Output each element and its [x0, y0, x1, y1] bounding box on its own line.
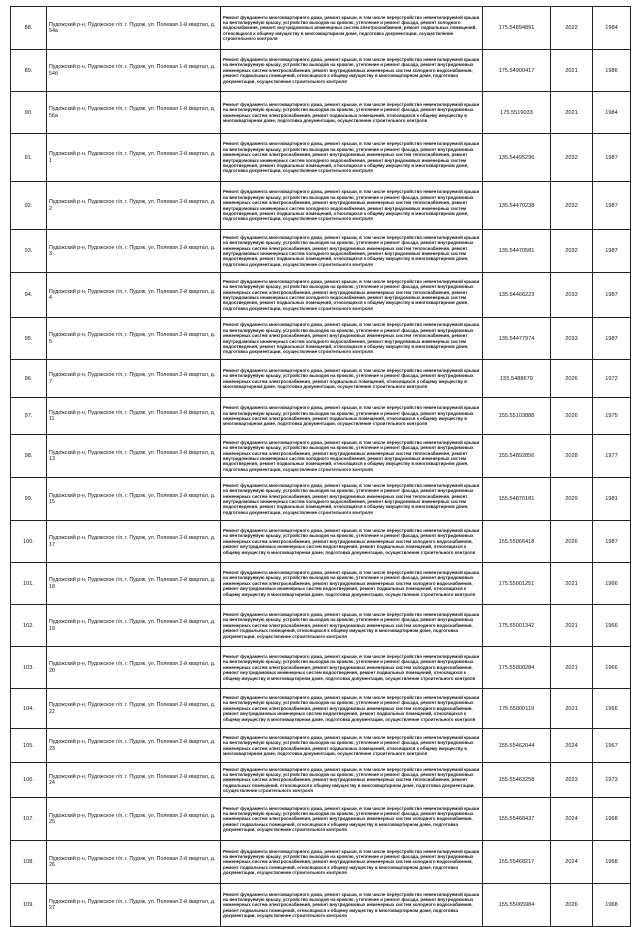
table-row: [11, 360, 631, 398]
row-number: 89.: [11, 50, 47, 92]
table-row: [11, 605, 631, 647]
cost-cell: 155.55103888: [483, 398, 551, 435]
build-year-cell: 1977: [593, 435, 631, 478]
cost-cell: 175.5519033: [483, 92, 551, 134]
address-cell: Пудожский р-н, Пудожское г/п, г. Пудож, ул. Полевая 2-й квартал, д. 3: [47, 230, 221, 273]
build-year-cell: 1966: [593, 689, 631, 729]
row-number: 101.: [11, 563, 47, 605]
build-year-cell: 1986: [593, 50, 631, 92]
planned-year-cell: 2028: [551, 435, 593, 478]
cost-cell: 155.55463258: [483, 763, 551, 798]
cost-cell: 155.55468437: [483, 798, 551, 841]
row-number: 92.: [11, 182, 47, 230]
work-description-cell: Ремонт фундамента многоквартирного дома, ремонт крыши, в том числе переустройство невентилируемой крыши на вентилируемую крышу, устройство выходов на кровлю, утепление и ремонт фасада, ремонт внутридомовых инженерных систем электроснабжения, ремонт внутридомовых инженерных систем теплоснабжения, ремонт внутридомовых инженерных систем холодного водоснабжения, ремонт внутридомовых инженерных систем водоотведения, ремонт подвальных помещений, относящихся к общему имуществу в многоквартирном доме, подготовка документации, осуществление строительного контроля: [221, 435, 483, 478]
address-cell: Пудожский р-н, Пудожское г/п, г. Пудож, ул. Полевая 2-й квартал, д. 1: [47, 134, 221, 182]
work-description-cell: Ремонт фундамента многоквартирного дома, ремонт крыши, в том числе переустройство невентилируемой крыши на вентилируемую крышу, устройство выходов на кровлю, утепление и ремонт фасада, ремонт внутридомовых инженерных систем электроснабжения, ремонт внутридомовых инженерных систем теплоснабжения, ремонт внутридомовых инженерных систем холодного водоснабжения, ремонт внутридомовых инженерных систем водоотведения, ремонт подвальных помещений, относящихся к общему имуществу в многоквартирном доме, подготовка документации, осуществление строительного контроля: [221, 478, 483, 521]
planned-year-cell: 2029: [551, 478, 593, 521]
row-number: 102.: [11, 605, 47, 647]
planned-year-cell: 2032: [551, 182, 593, 230]
table-row: [11, 435, 631, 478]
planned-year-cell: 2026: [551, 521, 593, 563]
build-year-cell: 1973: [593, 763, 631, 798]
build-year-cell: 1966: [593, 647, 631, 689]
work-description-cell: Ремонт фундамента многоквартирного дома, ремонт крыши, в том числе переустройство невентилируемой крыши на вентилируемую крышу, устройство выходов на кровлю, утепление и ремонт фасада, ремонт внутридомовых инженерных систем электроснабжения, ремонт внутридомовых инженерных систем холодного водоснабжения, ремонт подвальных помещений, относящихся к общему имуществу в многоквартирном доме, подготовка документации, осуществление строительного контроля: [221, 605, 483, 647]
table-row: [11, 398, 631, 435]
address-cell: Пудожский р-н, Пудожское г/п, г. Пудож, ул. Полевая 2-й квартал, д. 18: [47, 563, 221, 605]
table-row: [11, 230, 631, 273]
planned-year-cell: 2032: [551, 230, 593, 273]
cost-cell: 135.54495296: [483, 134, 551, 182]
address-cell: Пудожский р-н, Пудожское г/п, г. Пудож, ул. Полевая 1-й квартал, д. 54б: [47, 50, 221, 92]
table-body: [11, 7, 631, 927]
cost-cell: 175.55000284: [483, 647, 551, 689]
cost-cell: 175.55001342: [483, 605, 551, 647]
table-row: [11, 689, 631, 729]
row-number: 98.: [11, 435, 47, 478]
build-year-cell: 1981: [593, 478, 631, 521]
planned-year-cell: 2026: [551, 398, 593, 435]
address-cell: Пудожский р-н, Пудожское г/п, г. Пудож, ул. Полевая 2-й квартал, д. 24: [47, 763, 221, 798]
row-number: 108.: [11, 841, 47, 884]
build-year-cell: 1972: [593, 360, 631, 398]
planned-year-cell: 2021: [551, 689, 593, 729]
row-number: 104.: [11, 689, 47, 729]
address-cell: Пудожский р-н, Пудожское г/п, г. Пудож, ул. Полевая 2-й квартал, д. 15: [47, 478, 221, 521]
work-description-cell: Ремонт фундамента многоквартирного дома, ремонт крыши, в том числе переустройство невентилируемой крыши на вентилируемую крышу, устройство выходов на кровлю, утепление и ремонт фасада, ремонт внутридомовых инженерных систем электроснабжения, ремонт подвальных помещений, относящихся к общему имуществу в многоквартирном доме, подготовка документации, осуществление строительного контроля: [221, 360, 483, 398]
planned-year-cell: 2033: [551, 318, 593, 360]
address-cell: Пудожский р-н, Пудожское г/п, г. Пудож, ул. Полевая 2-й квартал, д. 22: [47, 689, 221, 729]
row-number: 109.: [11, 884, 47, 927]
address-cell: Пудожский р-н, Пудожское г/п, г. Пудож, ул. Полевая 2-й квартал, д. 27: [47, 884, 221, 927]
row-number: 100.: [11, 521, 47, 563]
build-year-cell: 1987: [593, 182, 631, 230]
planned-year-cell: 2023: [551, 763, 593, 798]
build-year-cell: 1987: [593, 273, 631, 318]
work-description-cell: Ремонт фундамента многоквартирного дома, ремонт крыши, в том числе переустройство невентилируемой крыши на вентилируемую крышу, устройство выходов на кровлю, утепление и ремонт фасада, ремонт внутридомовых инженерных систем электроснабжения, ремонт внутридомовых инженерных систем холодного водоснабжения, ремонт подвальных помещений, относящихся к общему имуществу в многоквартирном доме, подготовка документации, осуществление строительного контроля: [221, 798, 483, 841]
address-cell: Пудожский р-н, Пудожское г/п, г. Пудож, ул. Полевая 1-й квартал, д. 54а: [47, 7, 221, 50]
build-year-cell: 1975: [593, 398, 631, 435]
work-description-cell: Ремонт фундамента многоквартирного дома, ремонт крыши, в том числе переустройство невентилируемой крыши на вентилируемую крышу, устройство выходов на кровлю, утепление и ремонт фасада, ремонт внутридомовых инженерных систем электроснабжения, ремонт внутридомовых инженерных систем теплоснабжения, ремонт внутридомовых инженерных систем холодного водоснабжения, ремонт внутридомовых инженерных систем водоотведения, ремонт подвальных помещений, относящихся к общему имуществу в многоквартирном доме, подготовка документации, осуществление строительного контроля: [221, 134, 483, 182]
work-description-cell: Ремонт фундамента многоквартирного дома, ремонт крыши, в том числе переустройство невентилируемой крыши на вентилируемую крышу, устройство выходов на кровлю, утепление и ремонт фасада, ремонт внутридомовых инженерных систем электроснабжения, ремонт подвальных помещений, относящихся к общему имуществу в многоквартирном доме, подготовка документации, осуществление строительного контроля: [221, 729, 483, 763]
table-row: [11, 50, 631, 92]
row-number: 96.: [11, 360, 47, 398]
address-cell: Пудожский р-н, Пудожское г/п, г. Пудож, ул. Полевая 2-й квартал, д. 25: [47, 798, 221, 841]
planned-year-cell: 2026: [551, 884, 593, 927]
repair-program-table: [10, 6, 631, 927]
address-cell: Пудожский р-н, Пудожское г/п, г. Пудож, ул. Полевая 2-й квартал, д. 4: [47, 273, 221, 318]
table-row: [11, 647, 631, 689]
table-row: [11, 729, 631, 763]
address-cell: Пудожский р-н, Пудожское г/п, г. Пудож, ул. Полевая 2-й квартал, д. 5: [47, 318, 221, 360]
address-cell: Пудожский р-н, Пудожское г/п, г. Пудож, ул. Полевая 2-й квартал, д. 13: [47, 435, 221, 478]
cost-cell: 135.54477974: [483, 318, 551, 360]
address-cell: Пудожский р-н, Пудожское г/п, г. Пудож, ул. Полевая 2-й квартал, д. 7: [47, 360, 221, 398]
table-row: [11, 763, 631, 798]
row-number: 107.: [11, 798, 47, 841]
work-description-cell: Ремонт фундамента многоквартирного дома, ремонт крыши, в том числе переустройство невентилируемой крыши на вентилируемую крышу, устройство выходов на кровлю, утепление и ремонт фасада, ремонт внутридомовых инженерных систем электроснабжения, ремонт внутридомовых инженерных систем холодного водоснабжения, ремонт внутридомовых инженерных систем водоотведения, ремонт подвальных помещений, относящихся к общему имуществу в многоквартирном доме, подготовка документации, осуществление строительного контроля: [221, 563, 483, 605]
table-row: [11, 182, 631, 230]
cost-cell: 155.5488679: [483, 360, 551, 398]
table-row: [11, 521, 631, 563]
work-description-cell: Ремонт фундамента многоквартирного дома, ремонт крыши, в том числе переустройство невентилируемой крыши на вентилируемую крышу, устройство выходов на кровлю, утепление и ремонт фасада, ремонт внутридомовых инженерных систем электроснабжения, ремонт внутридомовых инженерных систем холодного водоснабжения, ремонт внутридомовых инженерных систем водоотведения, ремонт подвальных помещений, относящихся к общему имуществу в многоквартирном доме, подготовка документации, осуществление строительного контроля: [221, 689, 483, 729]
row-number: 88.: [11, 7, 47, 50]
table-row: [11, 7, 631, 50]
address-cell: Пудожский р-н, Пудожское г/п, г. Пудож, ул. Полевая 2-й квартал, д. 11: [47, 398, 221, 435]
cost-cell: 175.55001251: [483, 563, 551, 605]
cost-cell: 155.55066418: [483, 521, 551, 563]
row-number: 91.: [11, 134, 47, 182]
table-row: [11, 478, 631, 521]
build-year-cell: 1966: [593, 605, 631, 647]
work-description-cell: Ремонт фундамента многоквартирного дома, ремонт крыши, в том числе переустройство невентилируемой крыши на вентилируемую крышу, устройство выходов на кровлю, утепление и ремонт фасада, ремонт внутридомовых инженерных систем электроснабжения, ремонт внутридомовых инженерных систем холодного водоснабжения, ремонт внутридомовых инженерных систем водоотведения, ремонт подвальных помещений, относящихся к общему имуществу в многоквартирном доме, подготовка документации, осуществление строительного контроля: [221, 521, 483, 563]
table-row: [11, 273, 631, 318]
planned-year-cell: 2021: [551, 50, 593, 92]
table-row: [11, 318, 631, 360]
build-year-cell: 1966: [593, 563, 631, 605]
build-year-cell: 1967: [593, 729, 631, 763]
row-number: 94.: [11, 273, 47, 318]
address-cell: Пудожский р-н, Пудожское г/п, г. Пудож, ул. Полевая 1-й квартал, д. 56а: [47, 92, 221, 134]
planned-year-cell: 2024: [551, 841, 593, 884]
table-row: [11, 841, 631, 884]
address-cell: Пудожский р-н, Пудожское г/п, г. Пудож, ул. Полевая 2-й квартал, д. 2: [47, 182, 221, 230]
build-year-cell: 1968: [593, 841, 631, 884]
cost-cell: 135.54470238: [483, 182, 551, 230]
address-cell: Пудожский р-н, Пудожское г/п, г. Пудож, ул. Полевая 2-й квартал, д. 26: [47, 841, 221, 884]
table-row: [11, 92, 631, 134]
work-description-cell: Ремонт фундамента многоквартирного дома, ремонт крыши, в том числе переустройство невентилируемой крыши на вентилируемую крышу, устройство выходов на кровлю, утепление и ремонт фасада, ремонт внутридомовых инженерных систем электроснабжения, ремонт внутридомовых инженерных систем теплоснабжения, ремонт внутридомовых инженерных систем холодного водоснабжения, ремонт внутридомовых инженерных систем водоотведения, ремонт подвальных помещений, относящихся к общему имуществу в многоквартирном доме, подготовка документации, осуществление строительного контроля: [221, 318, 483, 360]
row-number: 95.: [11, 318, 47, 360]
build-year-cell: 1984: [593, 7, 631, 50]
build-year-cell: 1987: [593, 230, 631, 273]
table-row: [11, 798, 631, 841]
cost-cell: 155.55462044: [483, 729, 551, 763]
planned-year-cell: 2022: [551, 7, 593, 50]
planned-year-cell: 2033: [551, 273, 593, 318]
planned-year-cell: 2021: [551, 647, 593, 689]
planned-year-cell: 2024: [551, 729, 593, 763]
row-number: 103.: [11, 647, 47, 689]
address-cell: Пудожский р-н, Пудожское г/п, г. Пудож, ул. Полевая 2-й квартал, д. 17: [47, 521, 221, 563]
build-year-cell: 1968: [593, 884, 631, 927]
row-number: 93.: [11, 230, 47, 273]
work-description-cell: Ремонт фундамента многоквартирного дома, ремонт крыши, в том числе переустройство невентилируемой крыши на вентилируемую крышу, устройство выходов на кровлю, утепление и ремонт фасада, ремонт внутридомовых инженерных систем электроснабжения, ремонт подвальных помещений, относящихся к общему имуществу в многоквартирном доме, подготовка документации, осуществление строительного контроля: [221, 92, 483, 134]
planned-year-cell: 2024: [551, 798, 593, 841]
work-description-cell: Ремонт фундамента многоквартирного дома, ремонт крыши, в том числе переустройство невентилируемой крыши на вентилируемую крышу, устройство выходов на кровлю, утепление и ремонт фасада, ремонт внутридомовых инженерных систем электроснабжения, ремонт подвальных помещений, относящихся к общему имуществу в многоквартирном доме, подготовка документации, осуществление строительного контроля: [221, 398, 483, 435]
build-year-cell: 1987: [593, 318, 631, 360]
build-year-cell: 1987: [593, 521, 631, 563]
row-number: 90.: [11, 92, 47, 134]
row-number: 97.: [11, 398, 47, 435]
cost-cell: 175.54900417: [483, 50, 551, 92]
build-year-cell: 1984: [593, 92, 631, 134]
address-cell: Пудожский р-н, Пудожское г/п, г. Пудож, ул. Полевая 2-й квартал, д. 23: [47, 729, 221, 763]
row-number: 99.: [11, 478, 47, 521]
row-number: 106.: [11, 763, 47, 798]
table-row: [11, 563, 631, 605]
work-description-cell: Ремонт фундамента многоквартирного дома, ремонт крыши, в том числе переустройство невентилируемой крыши на вентилируемую крышу, устройство выходов на кровлю, утепление и ремонт фасада, ремонт внутридомовых инженерных систем электроснабжения, ремонт внутридомовых инженерных систем холодного водоснабжения, ремонт подвальных помещений, относящихся к общему имуществу в многоквартирном доме, подготовка документации, осуществление строительного контроля: [221, 50, 483, 92]
cost-cell: 135.54470581: [483, 230, 551, 273]
work-description-cell: Ремонт фундамента многоквартирного дома, ремонт крыши, в том числе переустройство невентилируемой крыши на вентилируемую крышу, устройство выходов на кровлю, утепление и ремонт фасада, ремонт внутридомовых инженерных систем электроснабжения, ремонт внутридомовых инженерных систем теплоснабжения, ремонт внутридомовых инженерных систем холодного водоснабжения, ремонт внутридомовых инженерных систем водоотведения, ремонт подвальных помещений, относящихся к общему имуществу в многоквартирном доме, подготовка документации, осуществление строительного контроля: [221, 230, 483, 273]
cost-cell: 135.54466223: [483, 273, 551, 318]
cost-cell: 155.55065984: [483, 884, 551, 927]
planned-year-cell: 2021: [551, 605, 593, 647]
table-row: [11, 134, 631, 182]
row-number: 105.: [11, 729, 47, 763]
address-cell: Пудожский р-н, Пудожское г/п, г. Пудож, ул. Полевая 2-й квартал, д. 19: [47, 605, 221, 647]
work-description-cell: Ремонт фундамента многоквартирного дома, ремонт крыши, в том числе переустройство невентилируемой крыши на вентилируемую крышу, устройство выходов на кровлю, утепление и ремонт фасада, ремонт внутридомовых инженерных систем электроснабжения, ремонт внутридомовых инженерных систем теплоснабжения, ремонт внутридомовых инженерных систем холодного водоснабжения, ремонт внутридомовых инженерных систем водоотведения, ремонт подвальных помещений, относящихся к общему имуществу в многоквартирном доме, подготовка документации, осуществление строительного контроля: [221, 273, 483, 318]
planned-year-cell: 2026: [551, 360, 593, 398]
document-page: [10, 6, 630, 919]
cost-cell: 155.54892856: [483, 435, 551, 478]
planned-year-cell: 2032: [551, 134, 593, 182]
build-year-cell: 1987: [593, 134, 631, 182]
planned-year-cell: 2021: [551, 563, 593, 605]
work-description-cell: Ремонт фундамента многоквартирного дома, ремонт крыши, в том числе переустройство невентилируемой крыши на вентилируемую крышу, устройство выходов на кровлю, утепление и ремонт фасада, ремонт холодного водоснабжения, ремонт внутридомовых инженерных систем электроснабжения, ремонт подвальных помещений, относящихся к общему имуществу в многоквартирном доме, подготовка документации, осуществление строительного контроля: [221, 7, 483, 50]
work-description-cell: Ремонт фундамента многоквартирного дома, ремонт крыши, в том числе переустройство невентилируемой крыши на вентилируемую крышу, устройство выходов на кровлю, утепление и ремонт фасада, ремонт внутридомовых инженерных систем электроснабжения, ремонт внутридомовых инженерных систем холодного водоснабжения, ремонт подвальных помещений, относящихся к общему имуществу в многоквартирном доме, подготовка документации, осуществление строительного контроля: [221, 841, 483, 884]
address-cell: Пудожский р-н, Пудожское г/п, г. Пудож, ул. Полевая 2-й квартал, д. 20: [47, 647, 221, 689]
planned-year-cell: 2021: [551, 92, 593, 134]
work-description-cell: Ремонт фундамента многоквартирного дома, ремонт крыши, в том числе переустройство невентилируемой крыши на вентилируемую крышу, устройство выходов на кровлю, утепление и ремонт фасада, ремонт внутридомовых инженерных систем электроснабжения, ремонт внутридомовых инженерных систем теплоснабжения, ремонт внутридомовых инженерных систем холодного водоснабжения, ремонт внутридомовых инженерных систем водоотведения, ремонт подвальных помещений, относящихся к общему имуществу в многоквартирном доме, подготовка документации, осуществление строительного контроля: [221, 182, 483, 230]
build-year-cell: 1968: [593, 798, 631, 841]
work-description-cell: Ремонт фундамента многоквартирного дома, ремонт крыши, в том числе переустройство невентилируемой крыши на вентилируемую крышу, устройство выходов на кровлю, утепление и ремонт фасада, ремонт внутридомовых инженерных систем электроснабжения, ремонт внутридомовых инженерных систем холодного водоснабжения, ремонт подвальных помещений, относящихся к общему имуществу в многоквартирном доме, подготовка документации, осуществление строительного контроля: [221, 884, 483, 927]
cost-cell: 175.54894891: [483, 7, 551, 50]
cost-cell: 155.55468217: [483, 841, 551, 884]
work-description-cell: Ремонт фундамента многоквартирного дома, ремонт крыши, в том числе переустройство невентилируемой крыши на вентилируемую крышу, устройство выходов на кровлю, утепление и ремонт фасада, ремонт внутридомовых инженерных систем электроснабжения, ремонт внутридомовых инженерных систем холодного водоснабжения, ремонт внутридомовых инженерных систем водоотведения, ремонт подвальных помещений, относящихся к общему имуществу в многоквартирном доме, подготовка документации, осуществление строительного контроля: [221, 647, 483, 689]
table-row: [11, 884, 631, 927]
cost-cell: 155.54876181: [483, 478, 551, 521]
work-description-cell: Ремонт фундамента многоквартирного дома, ремонт крыши, в том числе переустройство невентилируемой крыши на вентилируемую крышу, устройство выходов на кровлю, утепление и ремонт фасада, ремонт внутридомовых инженерных систем электроснабжения, ремонт внутридомовых инженерных систем теплоснабжения, ремонт подвальных помещений, относящихся к общему имуществу в многоквартирном доме, подготовка документации, осуществление строительного контроля: [221, 763, 483, 798]
cost-cell: 175.55000119: [483, 689, 551, 729]
